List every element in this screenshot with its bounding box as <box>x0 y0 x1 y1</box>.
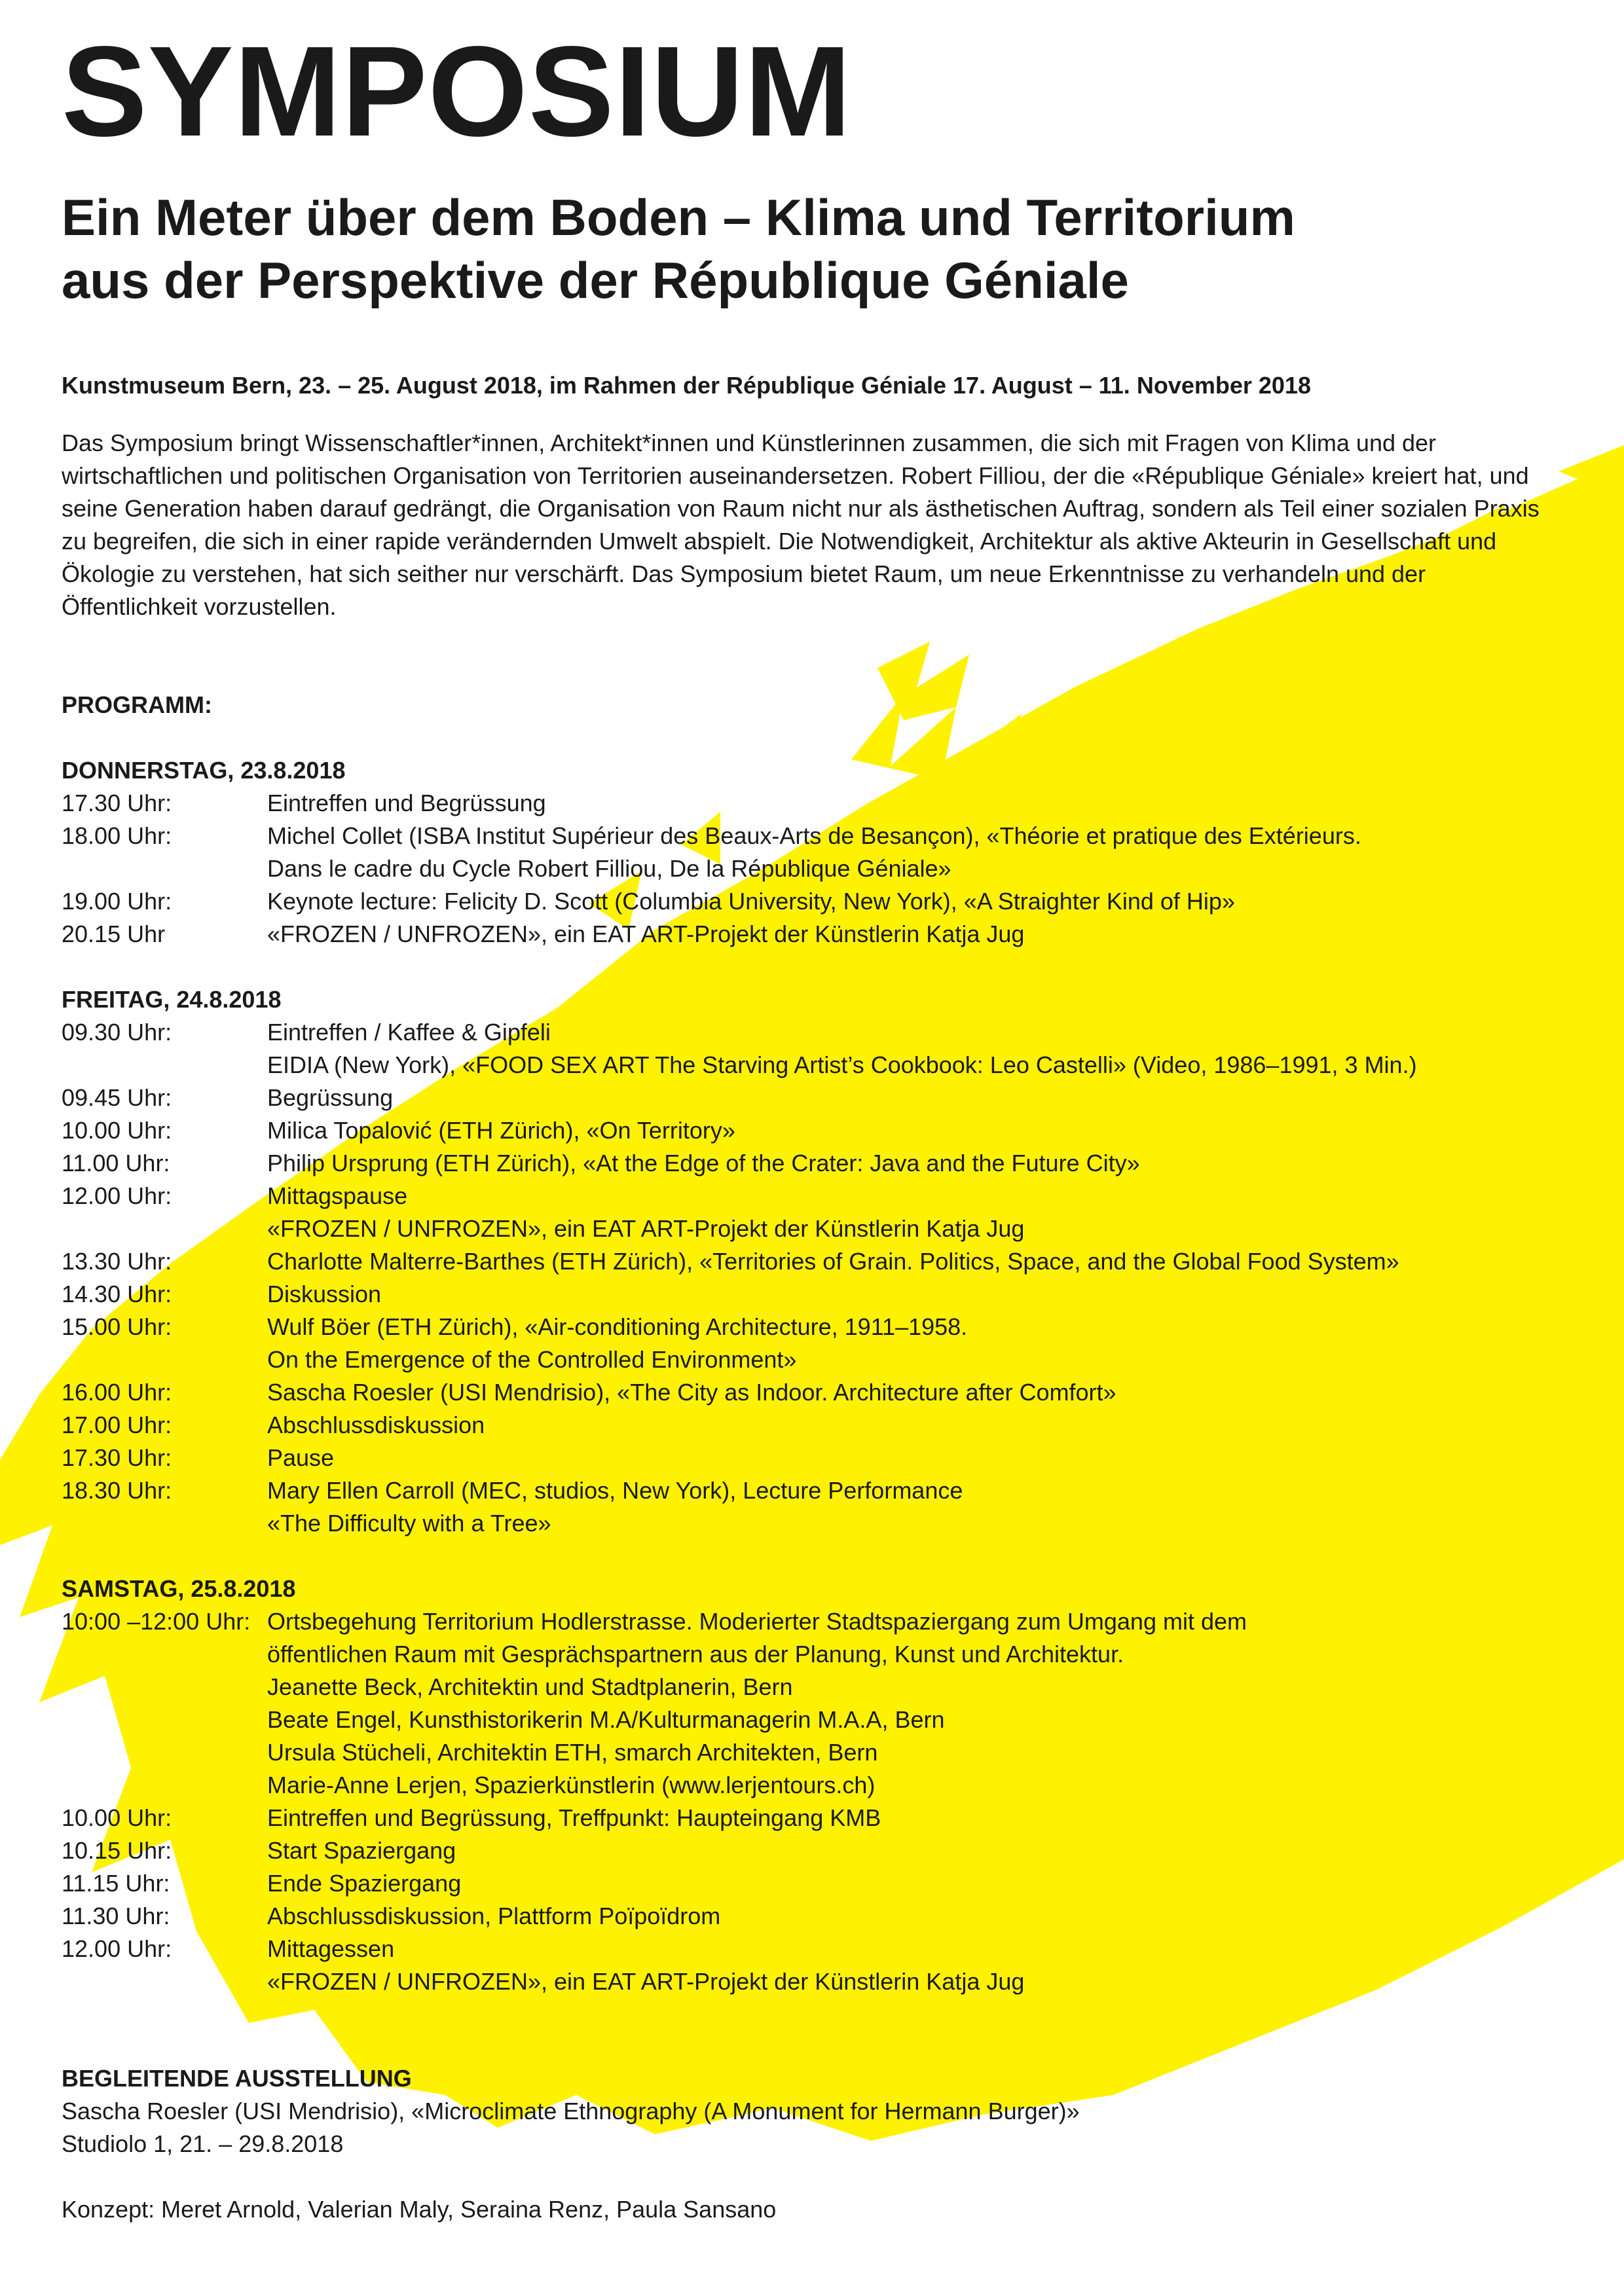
program-row <box>62 1867 1587 1900</box>
row-description-line: Beate Engel, Kunsthistorikerin M.A/Kulturmanagerin M.A.A, Bern <box>267 1706 945 1733</box>
row-description <box>267 1180 1587 1245</box>
row-description-line: Mittagspause <box>267 1182 408 1209</box>
row-description <box>267 1245 1587 1278</box>
row-description <box>267 1834 1587 1867</box>
program-row <box>62 787 1587 820</box>
row-description-line: Eintreffen und Begrüssung, Treffpunkt: Haupteingang KMB <box>267 1804 881 1831</box>
row-description <box>267 1147 1587 1180</box>
row-time: 12.00 Uhr: <box>62 1935 172 1962</box>
program-row <box>62 885 1587 918</box>
program-row <box>62 1376 1587 1409</box>
program-row <box>62 1605 1587 1802</box>
row-description <box>267 1409 1587 1442</box>
row-description-line: Abschlussdiskussion <box>267 1412 485 1438</box>
program-row <box>62 1147 1587 1180</box>
row-description <box>267 1311 1587 1376</box>
row-description-line: Milica Topalović (ETH Zürich), «On Territory» <box>267 1117 735 1144</box>
row-description-line: Mary Ellen Carroll (MEC, studios, New York), Lecture Performance <box>267 1477 963 1504</box>
program-day <box>62 983 1587 1540</box>
row-description-line: Begrüssung <box>267 1084 394 1111</box>
program-row <box>62 1114 1587 1147</box>
row-description <box>267 1442 1587 1474</box>
row-description <box>267 1900 1587 1933</box>
row-description-line: öffentlichen Raum mit Gesprächspartnern aus der Planung, Kunst und Architektur. <box>267 1641 1124 1667</box>
program-row <box>62 1442 1587 1474</box>
row-time: 10.00 Uhr: <box>62 1804 172 1831</box>
program-row <box>62 820 1587 885</box>
row-description <box>267 1867 1587 1900</box>
day-heading: DONNERSTAG, 23.8.2018 <box>62 757 346 784</box>
program-day <box>62 1573 1587 1998</box>
symposium-title: SYMPOSIUM <box>62 20 852 163</box>
program-row <box>62 1278 1587 1311</box>
row-description-line: Ende Spaziergang <box>267 1870 462 1897</box>
program-row <box>62 1933 1587 1998</box>
row-description-line: Sascha Roesler (USI Mendrisio), «The City as Indoor. Architecture after Comfort» <box>267 1379 1116 1406</box>
row-description-line: Start Spaziergang <box>267 1837 456 1864</box>
row-description-line: Marie-Anne Lerjen, Spazierkünstlerin (www.lerjentours.ch) <box>267 1772 876 1798</box>
accompanying-exhibition <box>62 2062 1587 2160</box>
row-description <box>267 1933 1587 1998</box>
row-time: 11.15 Uhr: <box>62 1870 170 1897</box>
program-days <box>62 754 1587 1998</box>
program-row <box>62 1900 1587 1933</box>
row-description <box>267 1376 1587 1409</box>
program-row <box>62 1180 1587 1245</box>
row-description-line: Abschlussdiskussion, Plattform Poïpoïdrom <box>267 1903 721 1929</box>
row-description-line: On the Emergence of the Controlled Environment» <box>267 1346 797 1373</box>
row-time: 10.15 Uhr: <box>62 1837 172 1864</box>
row-description-line: Wulf Böer (ETH Zürich), «Air-conditioning Architecture, 1911–1958. <box>267 1313 968 1340</box>
row-time: 12.00 Uhr: <box>62 1182 172 1209</box>
row-description <box>267 1605 1587 1802</box>
row-description-line: «The Difficulty with a Tree» <box>267 1510 551 1537</box>
concept-credits: Konzept: Meret Arnold, Valerian Maly, Seraina Renz, Paula Sansano <box>62 2196 777 2223</box>
row-description-line: Mittagessen <box>267 1935 395 1962</box>
row-description-line: Charlotte Malterre-Barthes (ETH Zürich), «Territories of Grain. Politics, Space, and the Global Food System» <box>267 1248 1399 1275</box>
row-description <box>267 1278 1587 1311</box>
row-description-line: Pause <box>267 1444 335 1471</box>
day-heading: SAMSTAG, 25.8.2018 <box>62 1575 296 1602</box>
row-description-line: Eintreffen und Begrüssung <box>267 790 546 816</box>
row-description-line: Jeanette Beck, Architektin und Stadtplanerin, Bern <box>267 1673 793 1700</box>
row-time: 17.30 Uhr: <box>62 790 172 816</box>
row-time: 17.30 Uhr: <box>62 1444 172 1471</box>
venue-dates: Kunstmuseum Bern, 23. – 25. August 2018, im Rahmen der République Géniale 17. August – 11. November 2018 <box>62 372 1311 399</box>
program-row <box>62 1311 1587 1376</box>
row-description-line: Dans le cadre du Cycle Robert Filliou, De la République Géniale» <box>267 855 951 882</box>
program-row <box>62 1245 1587 1278</box>
row-description <box>267 1114 1587 1147</box>
day-heading: FREITAG, 24.8.2018 <box>62 986 282 1013</box>
program-row <box>62 1409 1587 1442</box>
row-time: 11.00 Uhr: <box>62 1150 170 1176</box>
intro-paragraph: Das Symposium bringt Wissenschaftler*innen, Architekt*innen und Künstlerinnen zusammen, die sich mit Fragen von Klima und der wirtschaftlichen und politischen Organisation von Territorien auseinandersetzen. Robert Filliou, der die «République Géniale» kreiert hat, und seine Generation haben darauf gedrängt, die Organisation von Raum nicht nur als ästhetischen Auftrag, sondern als Teil einer sozialen Praxis zu begreifen, die sich in einer rapide verändernden Umwelt abspielt. Die Notwendigkeit, Architektur als aktive Akteurin in Gesellschaft und Ökologie zu verstehen, hat sich seither nur verschärft. Das Symposium bietet Raum, um neue Erkenntnisse zu verhandeln und der Öffentlichkeit vorzustellen. <box>62 429 1540 620</box>
row-description-line: Ursula Stücheli, Architektin ETH, smarch Architekten, Bern <box>267 1739 878 1766</box>
row-time: 16.00 Uhr: <box>62 1379 172 1406</box>
poster-content <box>62 20 1587 2226</box>
row-time: 11.30 Uhr: <box>62 1903 170 1929</box>
row-time: 19.00 Uhr: <box>62 888 172 915</box>
row-description <box>267 918 1587 951</box>
row-description-line: Philip Ursprung (ETH Zürich), «At the Edge of the Crater: Java and the Future City» <box>267 1150 1140 1176</box>
row-description-line: «FROZEN / UNFROZEN», ein EAT ART-Projekt der Künstlerin Katja Jug <box>267 1215 1025 1242</box>
program-heading: PROGRAMM: <box>62 691 212 718</box>
row-time: 18.30 Uhr: <box>62 1477 172 1504</box>
program-row <box>62 1474 1587 1540</box>
row-description <box>267 787 1587 820</box>
program-row <box>62 1082 1587 1114</box>
row-description-line: «FROZEN / UNFROZEN», ein EAT ART-Projekt der Künstlerin Katja Jug <box>267 1968 1025 1995</box>
row-time: 10:00 –12:00 Uhr: <box>62 1608 251 1635</box>
row-description-line: Eintreffen / Kaffee & Gipfeli <box>267 1019 551 1046</box>
row-time: 18.00 Uhr: <box>62 822 172 849</box>
row-description-line: Diskussion <box>267 1281 382 1307</box>
row-description-line: EIDIA (New York), «FOOD SEX ART The Starving Artist’s Cookbook: Leo Castelli» (Video, 1986–1991, 3 Min.) <box>267 1051 1417 1078</box>
row-time: 14.30 Uhr: <box>62 1281 172 1307</box>
row-description <box>267 885 1587 918</box>
row-description <box>267 820 1587 885</box>
program-row <box>62 918 1587 951</box>
row-time: 10.00 Uhr: <box>62 1117 172 1144</box>
row-description-line: Michel Collet (ISBA Institut Supérieur des Beaux-Arts de Besançon), «Théorie et pratique des Extérieurs. <box>267 822 1361 849</box>
row-time: 09.30 Uhr: <box>62 1019 172 1046</box>
program-row <box>62 1016 1587 1082</box>
row-time: 13.30 Uhr: <box>62 1248 172 1275</box>
program-row <box>62 1802 1587 1834</box>
subtitle-line: aus der Perspektive der République Géniale <box>62 251 1129 309</box>
symposium-subtitle <box>62 186 1587 312</box>
row-description-line: Keynote lecture: Felicity D. Scott (Columbia University, New York), «A Straighter Kind of Hip» <box>267 888 1235 915</box>
row-time: 20.15 Uhr <box>62 920 166 947</box>
program-row <box>62 1834 1587 1867</box>
exhibition-heading: BEGLEITENDE AUSSTELLUNG <box>62 2065 412 2092</box>
program-day <box>62 754 1587 951</box>
row-time: 17.00 Uhr: <box>62 1412 172 1438</box>
row-description <box>267 1082 1587 1114</box>
row-description-line: «FROZEN / UNFROZEN», ein EAT ART-Projekt der Künstlerin Katja Jug <box>267 920 1025 947</box>
row-description <box>267 1802 1587 1834</box>
exhibition-line: Studiolo 1, 21. – 29.8.2018 <box>62 2130 344 2157</box>
row-description <box>267 1016 1587 1082</box>
row-time: 09.45 Uhr: <box>62 1084 172 1111</box>
row-description-line: Ortsbegehung Territorium Hodlerstrasse. Moderierter Stadtspaziergang zum Umgang mit dem <box>267 1608 1247 1635</box>
row-description <box>267 1474 1587 1540</box>
row-time: 15.00 Uhr: <box>62 1313 172 1340</box>
subtitle-line: Ein Meter über dem Boden – Klima und Territorium <box>62 189 1295 246</box>
exhibition-line: Sascha Roesler (USI Mendrisio), «Microclimate Ethnography (A Monument for Hermann Burger)» <box>62 2098 1080 2124</box>
